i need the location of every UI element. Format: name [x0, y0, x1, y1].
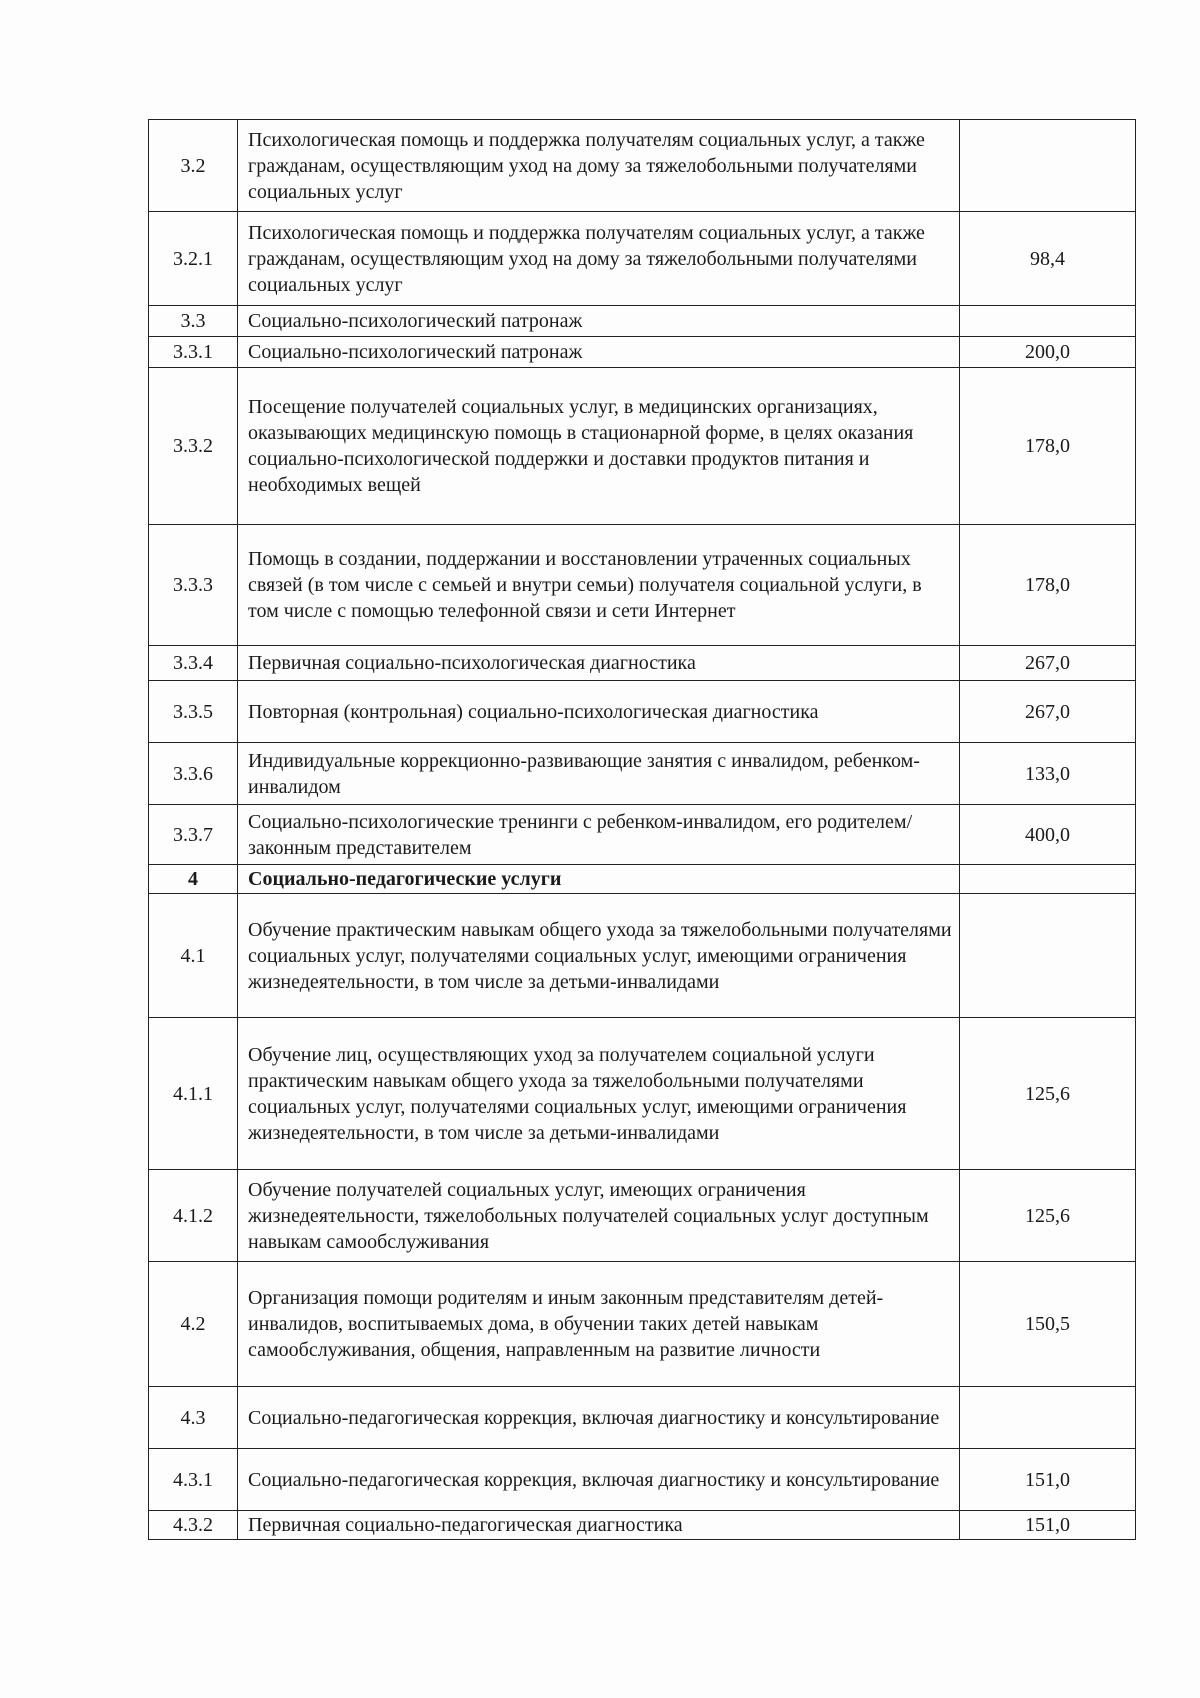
row-number: 3.3	[149, 306, 238, 337]
table-row	[149, 805, 1136, 865]
service-name: Повторная (контрольная) социально-психологическая диагностика	[238, 681, 960, 743]
table-row	[149, 1170, 1136, 1262]
row-number: 3.2	[149, 120, 238, 212]
table-row	[149, 306, 1136, 337]
service-price: 267,0	[960, 681, 1136, 743]
row-number: 3.3.6	[149, 743, 238, 805]
table-row	[149, 1511, 1136, 1540]
service-price	[960, 865, 1136, 894]
service-name: Социально-педагогическая коррекция, включая диагностику и консультирование	[238, 1449, 960, 1511]
service-price: 178,0	[960, 525, 1136, 646]
service-price: 98,4	[960, 212, 1136, 306]
table-row	[149, 337, 1136, 368]
service-name: Обучение практическим навыкам общего ухода за тяжелобольными получателями социальных услуг, получателями социальных услуг, имеющими ограничения жизнедеятельности, в том числе за детьми-инвалидами	[238, 894, 960, 1018]
service-price	[960, 1387, 1136, 1449]
table-row	[149, 743, 1136, 805]
table-row	[149, 1018, 1136, 1170]
row-number: 4.1.1	[149, 1018, 238, 1170]
row-number: 3.3.7	[149, 805, 238, 865]
service-name: Социально-психологические тренинги с ребенком-инвалидом, его родителем/законным представителем	[238, 805, 960, 865]
table-row	[149, 894, 1136, 1018]
service-name: Первичная социально-педагогическая диагностика	[238, 1511, 960, 1540]
row-number: 3.2.1	[149, 212, 238, 306]
table-row	[149, 525, 1136, 646]
row-number: 4.3.1	[149, 1449, 238, 1511]
service-name: Социально-психологический патронаж	[238, 337, 960, 368]
row-number: 3.3.3	[149, 525, 238, 646]
service-name: Социально-педагогическая коррекция, включая диагностику и консультирование	[238, 1387, 960, 1449]
service-price: 200,0	[960, 337, 1136, 368]
table-row	[149, 1262, 1136, 1387]
service-price	[960, 894, 1136, 1018]
table-row	[149, 1387, 1136, 1449]
table-row	[149, 646, 1136, 681]
service-name: Психологическая помощь и поддержка получателям социальных услуг, а также гражданам, осуществляющим уход на дому за тяжелобольными получателями социальных услуг	[238, 120, 960, 212]
service-price: 133,0	[960, 743, 1136, 805]
service-name: Социально-психологический патронаж	[238, 306, 960, 337]
section-header-row	[149, 865, 1136, 894]
service-price: 400,0	[960, 805, 1136, 865]
service-price: 150,5	[960, 1262, 1136, 1387]
row-number: 3.3.4	[149, 646, 238, 681]
table-row	[149, 681, 1136, 743]
service-name: Первичная социально-психологическая диагностика	[238, 646, 960, 681]
table-row	[149, 120, 1136, 212]
row-number: 4.2	[149, 1262, 238, 1387]
service-price: 151,0	[960, 1511, 1136, 1540]
row-number: 4.1.2	[149, 1170, 238, 1262]
service-price	[960, 306, 1136, 337]
service-price	[960, 120, 1136, 212]
section-title: Социально-педагогические услуги	[238, 865, 960, 894]
service-price: 267,0	[960, 646, 1136, 681]
service-price: 151,0	[960, 1449, 1136, 1511]
service-name: Обучение лиц, осуществляющих уход за получателем социальной услуги практическим навыкам общего ухода за тяжелобольными получателями социальных услуг, получателями социальных услуг, имеющими ограничения жизнедеятельности, в том числе за детьми-инвалидами	[238, 1018, 960, 1170]
table-row	[149, 212, 1136, 306]
service-price: 125,6	[960, 1018, 1136, 1170]
service-price: 125,6	[960, 1170, 1136, 1262]
service-name: Психологическая помощь и поддержка получателям социальных услуг, а также гражданам, осуществляющим уход на дому за тяжелобольными получателями социальных услуг	[238, 212, 960, 306]
services-price-table	[148, 119, 1136, 1540]
row-number: 4.3	[149, 1387, 238, 1449]
service-name: Посещение получателей социальных услуг, в медицинских организациях, оказывающих медицинскую помощь в стационарной форме, в целях оказания социально-психологической поддержки и доставки продуктов питания и необходимых вещей	[238, 368, 960, 525]
section-number: 4	[149, 865, 238, 894]
row-number: 3.3.5	[149, 681, 238, 743]
table-row	[149, 368, 1136, 525]
service-name: Обучение получателей социальных услуг, имеющих ограничения жизнедеятельности, тяжелобольных получателей социальных услуг доступным навыкам самообслуживания	[238, 1170, 960, 1262]
table-row	[149, 1449, 1136, 1511]
row-number: 4.1	[149, 894, 238, 1018]
service-name: Организация помощи родителям и иным законным представителям детей-инвалидов, воспитываемых дома, в обучении таких детей навыкам самообслуживания, общения, направленным на развитие личности	[238, 1262, 960, 1387]
row-number: 4.3.2	[149, 1511, 238, 1540]
service-price: 178,0	[960, 368, 1136, 525]
row-number: 3.3.2	[149, 368, 238, 525]
row-number: 3.3.1	[149, 337, 238, 368]
service-name: Индивидуальные коррекционно-развивающие занятия с инвалидом, ребенком-инвалидом	[238, 743, 960, 805]
service-name: Помощь в создании, поддержании и восстановлении утраченных социальных связей (в том числе с семьей и внутри семьи) получателя социальной услуги, в том числе с помощью телефонной связи и сети Интернет	[238, 525, 960, 646]
